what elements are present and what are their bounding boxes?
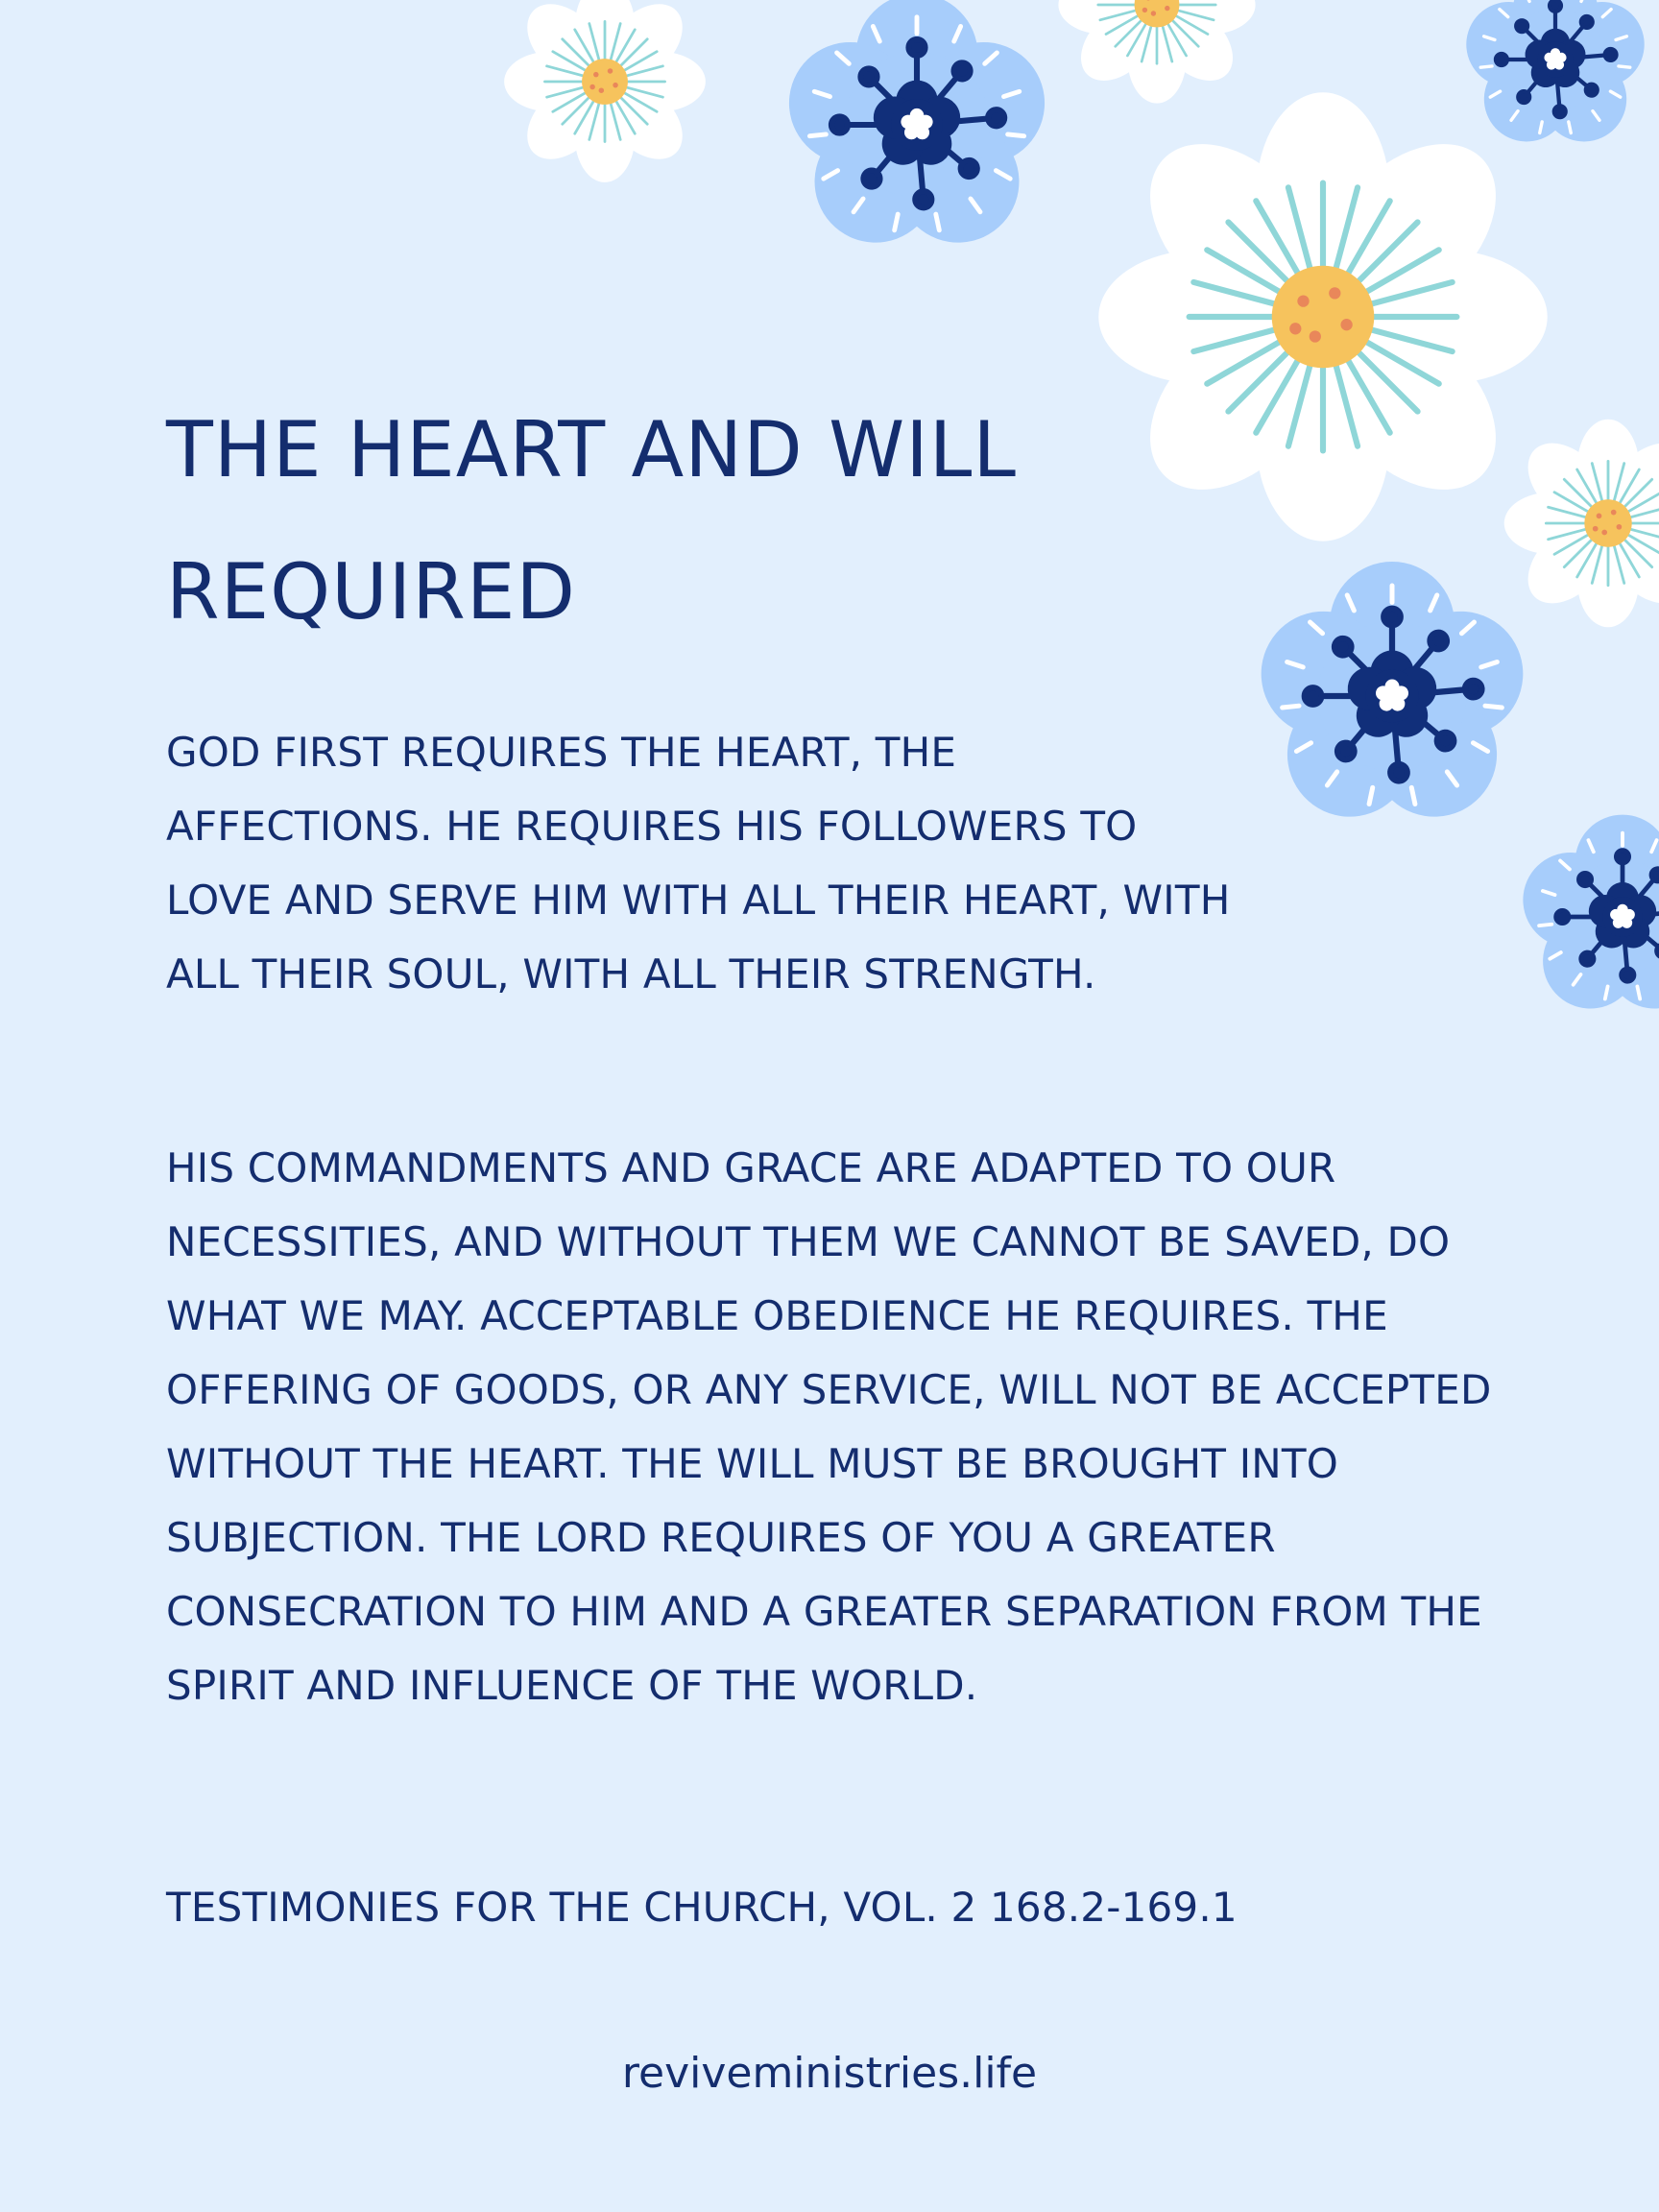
blue-flower-icon	[773, 0, 1060, 267]
white-daisy-icon	[1098, 92, 1547, 541]
white-daisy-icon	[1058, 0, 1255, 104]
website-link[interactable]: reviveministries.life	[621, 2049, 1038, 2098]
blue-flower-icon	[1245, 562, 1539, 841]
page-title: THE HEART AND WILL REQUIRED	[166, 405, 1017, 637]
blue-flower-icon	[1511, 815, 1659, 1028]
body-paragraph-1: GOD FIRST REQUIRES THE HEART, THE AFFECTIONS. HE REQUIRES HIS FOLLOWERS TO LOVE AND SERVE HIM WITH ALL THEIR HEART, WITH ALL THEIR SOUL, WITH ALL THEIR STRENGTH.	[166, 729, 1231, 998]
blue-flower-icon	[1455, 0, 1655, 158]
body-paragraph-2: HIS COMMANDMENTS AND GRACE ARE ADAPTED TO OUR NECESSITIES, AND WITHOUT THEM WE CANNOT BE SAVED, DO WHAT WE MAY. ACCEPTABLE OBEDIENCE HE REQUIRES. THE OFFERING OF GOODS, OR ANY SERVICE, WILL NOT BE ACCEPTED WITHOUT THE HEART. THE WILL MUST BE BROUGHT INTO SUBJECTION. THE LORD REQUIRES OF YOU A GREATER CONSECRATION TO HIM AND A GREATER SEPARATION FROM THE SPIRIT AND INFLUENCE OF THE WORLD.	[166, 1144, 1492, 1709]
white-daisy-icon	[1504, 420, 1659, 628]
source-citation: TESTIMONIES FOR THE CHURCH, VOL. 2 168.2-169.1	[166, 1884, 1238, 1931]
white-daisy-icon	[504, 0, 706, 182]
